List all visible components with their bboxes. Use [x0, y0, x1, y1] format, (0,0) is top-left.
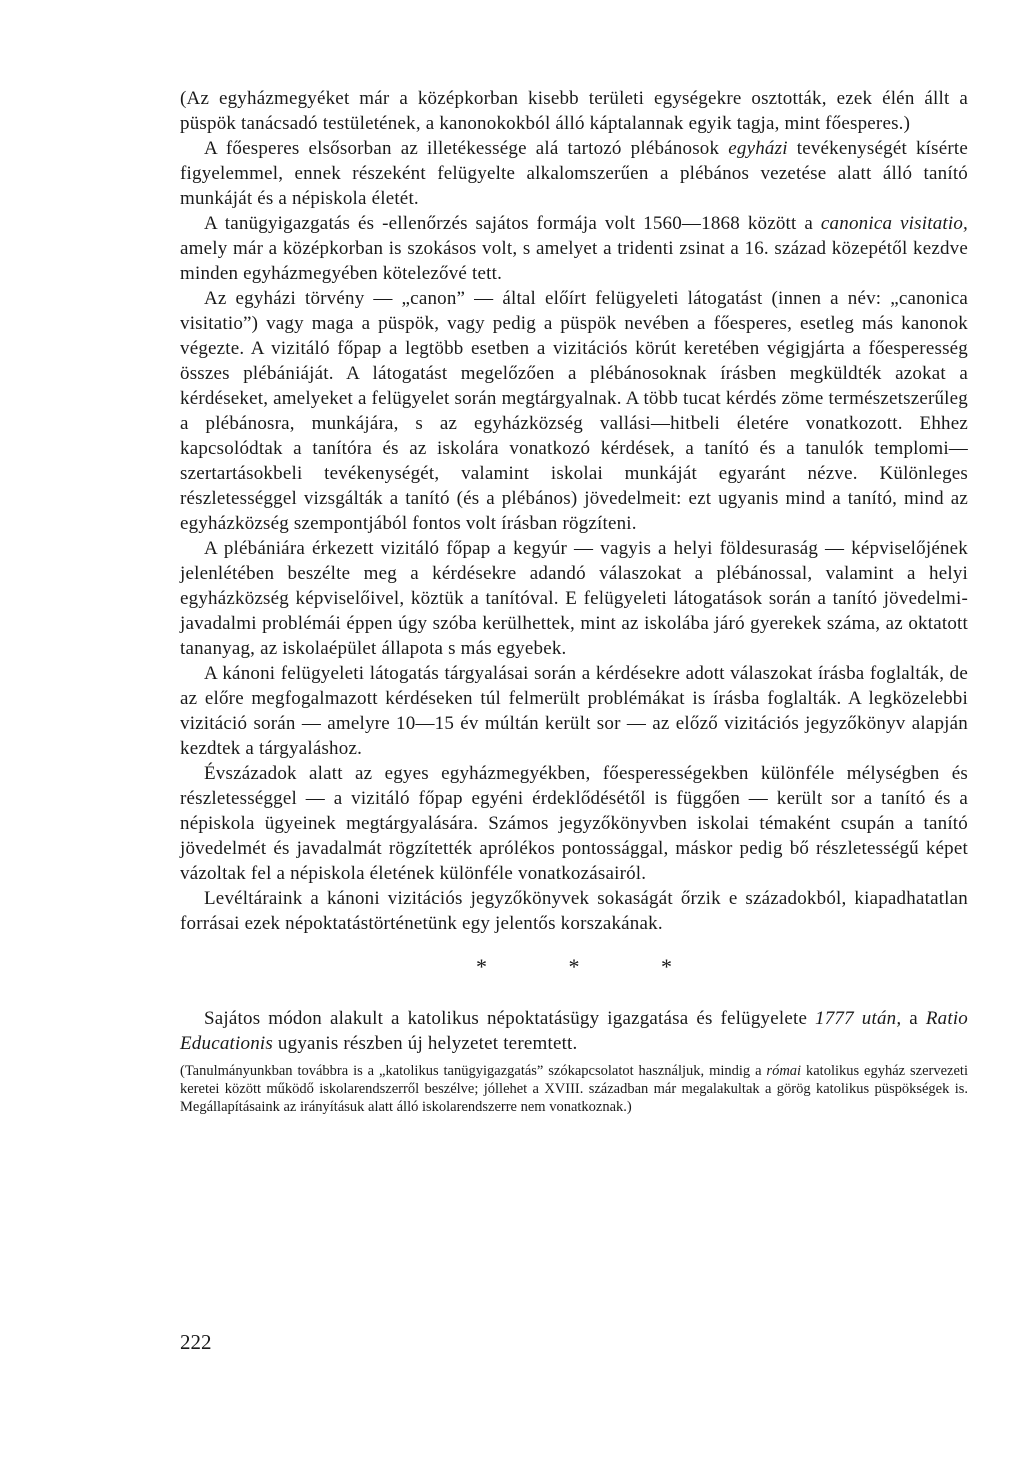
paragraph-3 [180, 211, 968, 286]
final-part3: ugyanis részben új helyzetet teremtett. [272, 1033, 578, 1054]
para3-b: amely már a középkorban is szokásos volt, s amelyet a tridenti zsinat a 16. század közepétől kezdve minden egyházmegyében kötelezővé tett. [180, 238, 968, 284]
paragraph-4: Az egyházi törvény — „canon” — által előírt felügyeleti látogatást (innen a név: „canonica visitatio”) vagy maga a püspök, vagy pedig a püspök nevében a főesperes, esetleg más kanonok végezte. A vizitáló főpap a legtöbb esetben a vizitációs körút keretében végigjárta a főesperesség összes plébániáját. A látogatást megelőzően a plébánosoknak írásben megküldték azokat a kérdéseket, amelyeket a felügyelet során megtárgyalnak. A több tucat kérdés zöme természetszerűleg a plébánosra, munkájára, s az egyházközség vallási—hitbeli életére vonatkozott. Ehhez kapcsolódtak a tanítóra és az iskolára vonatkozó kérdések, a tanító és a tanulók templomi—szertartásokbeli tevékenységét, valamint iskolai munkáját egyaránt nézve. Különleges részletességgel vizsgálták a tanító (és a plébános) jövedelmeit: ezt ugyanis mind a tanító, mind az egyházközség szempontjából fontos volt írásban rögzíteni. [180, 288, 968, 534]
paragraph-1: (Az egyházmegyéket már a középkorban kisebb területi egységekre osztották, ezek élén állt a püspök tanácsadó testületének, a kanonokokból álló káptalannak egyik tagja, mint főesperes.) [180, 88, 968, 134]
note-part1: (Tanulmányunkban továbbra is a „katolikus tanügyigazgatás” szókapcsolatot használjuk, mindig a [180, 1063, 767, 1079]
final-italic2: Ratio Educationis [180, 1008, 968, 1054]
section-separator: * * * [476, 954, 710, 979]
note-italic: római [766, 1063, 802, 1079]
page-number: 222 [180, 1330, 212, 1354]
para2-b: tevékenységét kísérte figyelemmel, ennek részeként felügyelte alkalomszerűen a plébános vezetése alatt álló tanító munkáját és a népiskola életét. [180, 138, 968, 209]
para3-italic: canonica visitatio, [820, 213, 969, 234]
para3-a: A tanügyigazgatás és -ellenőrzés sajátos formája volt 1560—1868 között a [204, 213, 821, 234]
paragraph-2 [180, 136, 968, 211]
footnote [180, 1062, 968, 1116]
final-part2: a [901, 1008, 926, 1029]
paragraph-8: Levéltáraink a kánoni vizitációs jegyzőkönyvek sokaságát őrzik e századokból, kiapadhatatlan forrásai ezek népoktatástörténetünk egy jelentős korszakának. [180, 888, 968, 934]
final-italic1: 1777 után, [815, 1008, 902, 1029]
paragraph-7: Évszázadok alatt az egyes egyházmegyékben, főesperességekben különféle mélységben és részletességgel — a vizitáló főpap egyéni érdeklődésétől is függően — került sor a tanító és a népiskola ügyeinek megtárgyalására. Számos jegyzőkönyvben iskolai témaként csupán a tanító jövedelmét és javadalmát rögzítették aprólékos pontossággal, máskor pedig bő részletességű képet vázoltak fel a népiskola életének különféle vonatkozásairól. [180, 763, 968, 884]
paragraph-6: A kánoni felügyeleti látogatás tárgyalásai során a kérdésekre adott válaszokat írásba foglalták, de az előre megfogalmazott kérdéseken túl felmerült problémákat is írásba foglalták. A legközelebbi vizitáció során — amelyre 10—15 év múltán került sor — az előző vizitációs jegyzőkönyv alapján kezdtek a tárgyaláshoz. [180, 663, 968, 759]
para2-italic: egyházi [728, 138, 788, 159]
note-part2: katolikus egyház szervezeti keretei között működő iskolarendszerről beszélve; jóllehet a XVIII. században már megalakultak a görög katolikus püspökségek is. Megállapításaink az irányításuk alatt álló iskolarendszerre nem vonatkoznak.) [180, 1063, 968, 1115]
para2-a: A főesperes elsősorban az illetékessége alá tartozó plébánosok [204, 138, 729, 159]
final-paragraph [180, 1006, 968, 1056]
final-part1: Sajátos módon alakult a katolikus népoktatásügy igazgatása és felügyelete [204, 1008, 816, 1029]
paragraph-5: A plébániára érkezett vizitáló főpap a kegyúr — vagyis a helyi földesuraság — képviselőjének jelenlétében beszélte meg a kérdésekre adandó válaszokat a plébánossal, valamint a helyi egyházközség képviselőivel, köztük a tanítóval. E felügyeleti látogatások során a tanító jövedelmi-javadalmi problémái éppen úgy szóba kerülhettek, mint az iskolába járó gyerekek száma, az oktatott tananyag, az iskolaépület állapota s más egyebek. [180, 538, 968, 659]
page-body [180, 86, 968, 1116]
